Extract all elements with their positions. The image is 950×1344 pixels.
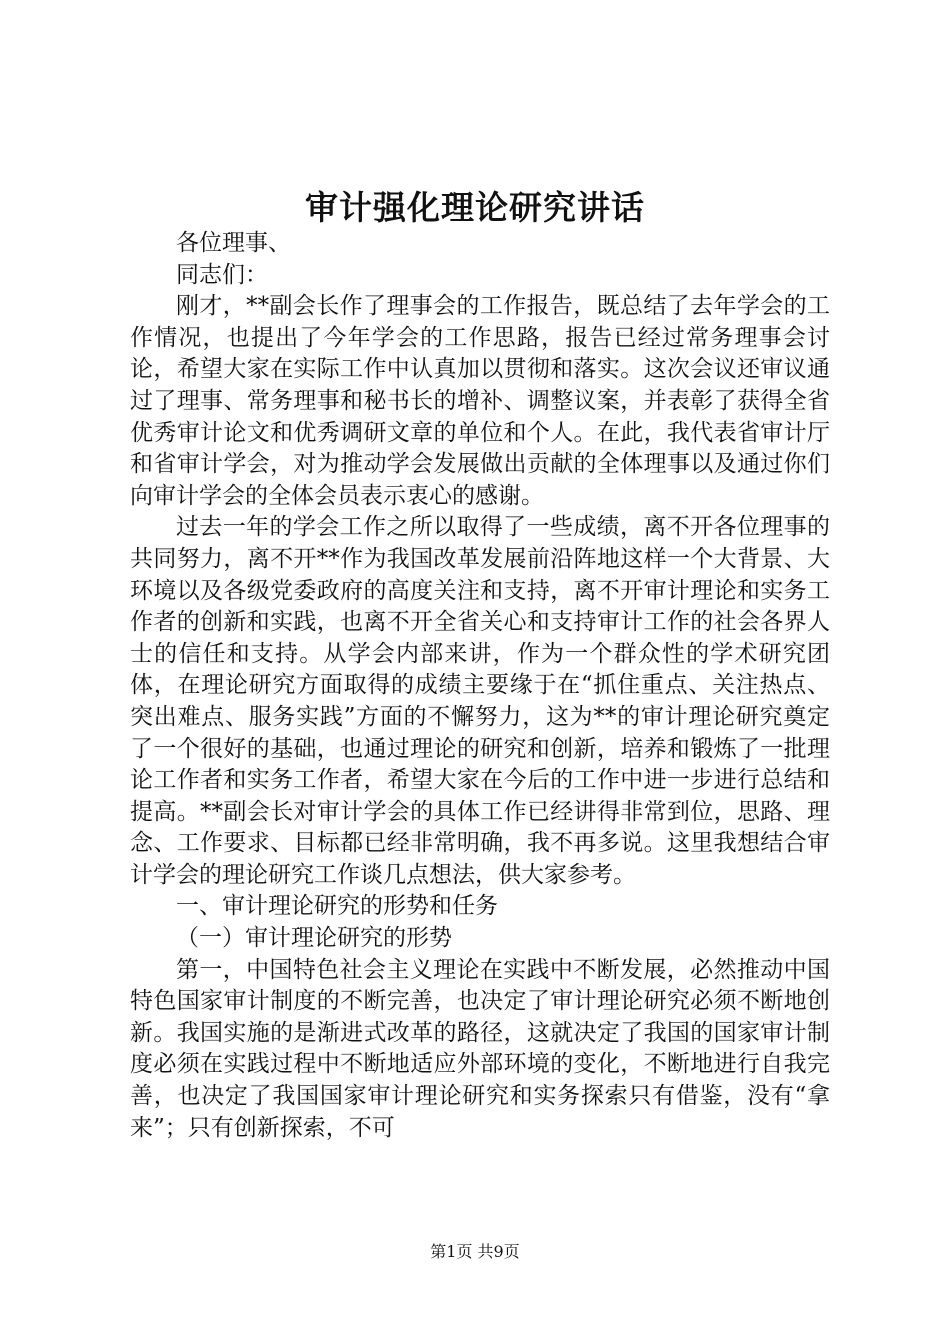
salutation-line-1: 各位理事、 bbox=[176, 230, 291, 256]
document-body bbox=[130, 228, 830, 1144]
document-title: 审计强化理论研究讲话 bbox=[305, 188, 645, 227]
paragraph-opening: 刚才，**副会长作了理事会的工作报告，既总结了去年学会的工作情况，也提出了今年学会的工作思路，报告已经过常务理事会讨论，希望大家在实际工作中认真加以贯彻和落实。这次会议还审议通过了理事、常务理事和秘书长的增补、调整议案，并表彰了获得全省优秀审计论文和优秀调研文章的单位和个人。在此，我代表省审计厅和省审计学会，对为推动学会发展做出贡献的全体理事以及通过你们向审计学会的全体会员表示衷心的感谢。 bbox=[130, 293, 830, 509]
subsection-heading-1: （一）审计理论研究的形势 bbox=[176, 925, 452, 952]
section-heading-1: 一、审计理论研究的形势和任务 bbox=[176, 893, 498, 920]
paragraph-first-point: 第一，中国特色社会主义理论在实践中不断发展，必然推动中国特色国家审计制度的不断完善，也决定了审计理论研究必须不断地创新。我国实施的是渐进式改革的路径，这就决定了我国的国家审计制度必须在实践过程中不断地适应外部环境的变化，不断地进行自我完善，也决定了我国国家审计理论研究和实务探索只有借鉴，没有“拿来”；只有创新探索，不可 bbox=[130, 956, 830, 1141]
salutation-line-2: 同志们： bbox=[176, 261, 268, 288]
paragraph-achievements: 过去一年的学会工作之所以取得了一些成绩，离不开各位理事的共同努力，离不开**作为我国改革发展前沿阵地这样一个大背景、大环境以及各级党委政府的高度关注和支持，离不开审计理论和实务工作者的创新和实践，也离不开全省关心和支持审计工作的社会各界人士的信任和支持。从学会内部来讲，作为一个群众性的学术研究团体，在理论研究方面取得的成绩主要缘于在“抓住重点、关注热点、突出难点、服务实践”方面的不懈努力，这为**的审计理论研究奠定了一个很好的基础，也通过理论的研究和创新，培养和锻炼了一批理论工作者和实务工作者，希望大家在今后的工作中进一步进行总结和提高。**副会长对审计学会的具体工作已经讲得非常到位，思路、理念、工作要求、目标都已经非常明确，我不再多说。这里我想结合审计学会的理论研究工作谈几点想法，供大家参考。 bbox=[130, 514, 830, 888]
page-number-footer: 第1页 共9页 bbox=[430, 1242, 520, 1261]
